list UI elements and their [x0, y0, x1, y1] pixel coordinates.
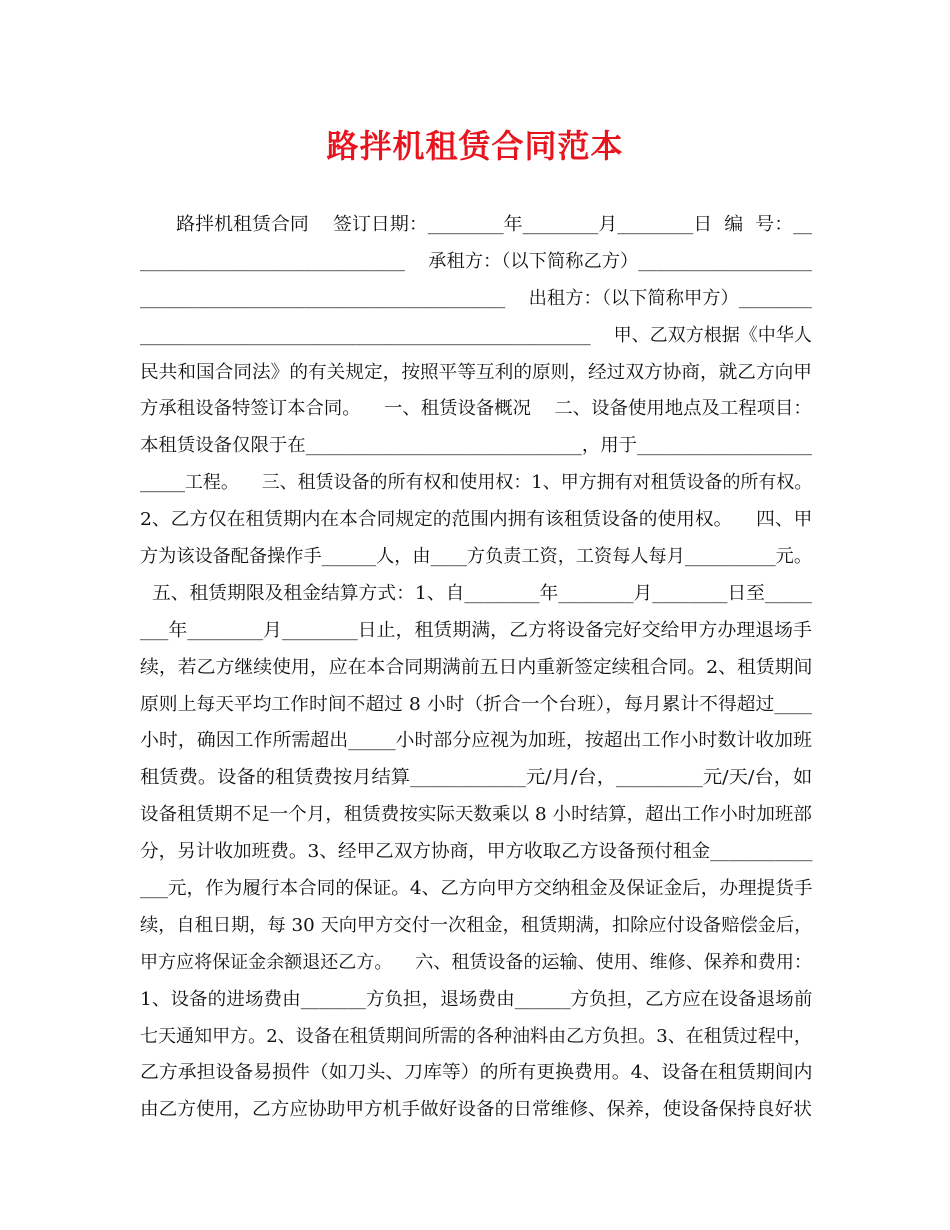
body-line: __________________________________________________ 甲、乙双方根据《中华人 — [140, 324, 812, 346]
body-line: 2、乙方仅在租赁期内在本合同规定的范围内拥有该租赁设备的使用权。 四、甲 — [140, 509, 813, 531]
body-line: _____________________________ 承租方：（以下简称乙方）___________________ — [140, 250, 812, 272]
body-line: 设备租赁期不足一个月，租赁费按实际天数乘以 8 小时结算，超出工作小时加班部 — [140, 804, 812, 826]
body-line: 方承租设备特签订本合同。 一、租赁设备概况 二、设备使用地点及工程项目： — [140, 398, 812, 420]
body-line: 续，自租日期，每 30 天向甲方交付一次租金，租赁期满，扣除应付设备赔偿金后， — [140, 914, 813, 936]
body-line: 甲方应将保证金余额退还乙方。 六、租赁设备的运输、使用、维修、保养和费用： — [140, 951, 812, 973]
body-line: 由乙方使用，乙方应协助甲方机手做好设备的日常维修、保养，使设备保持良好状 — [140, 1099, 812, 1121]
document-title: 路拌机租赁合同范本 — [326, 127, 624, 165]
body-line: 租赁费。设备的租赁费按月结算____________元/月/台，_________元/天/台，如 — [140, 767, 813, 789]
body-line: 1、设备的进场费由_______方负担，退场费由______方负担，乙方应在设备退场前 — [140, 988, 813, 1010]
body-line: 乙方承担设备易损件（如刀头、刀库等）的所有更换费用。4、设备在租赁期间内 — [140, 1062, 813, 1084]
body-line: ___年________月________日止，租赁期满，乙方将设备完好交给甲方办理退场手 — [140, 619, 812, 641]
body-line: 民共和国合同法》的有关规定，按照平等互利的原则，经过双方协商，就乙方向甲 — [140, 361, 812, 383]
body-line: ________________________________________ 出租方：（以下简称甲方）________ — [140, 287, 812, 309]
body-line: 七天通知甲方。2、设备在租赁期间所需的各种油料由乙方负担。3、在租赁过程中， — [140, 1025, 812, 1047]
body-line: 路拌机租赁合同 签订日期：________年________月________日 编 号：__ — [140, 214, 813, 235]
body-line: 小时，确因工作所需超出_____小时部分应视为加班，按超出工作小时数计收加班 — [140, 730, 812, 752]
body-line: 分，另计收加班费。3、经甲乙双方协商，甲方收取乙方设备预付租金___________ — [140, 841, 813, 863]
body-line: 原则上每天平均工作时间不超过 8 小时（折合一个台班），每月累计不得超过____ — [140, 693, 812, 715]
body-line: 续，若乙方继续使用，应在本合同期满前五日内重新签定续租合同。2、租赁期间 — [140, 656, 813, 678]
body-line: 五、租赁期限及租金结算方式：1、自________年________月________日至_____ — [140, 582, 812, 604]
body-line: ___元，作为履行本合同的保证。4、乙方向甲方交纳租金及保证金后，办理提货手 — [140, 878, 813, 900]
body-line: _____工程。 三、租赁设备的所有权和使用权：1、甲方拥有对租赁设备的所有权。 — [140, 472, 813, 494]
body-line: 方为该设备配备操作手______人，由____方负责工资，工资每人每月__________元。 — [140, 546, 812, 568]
document-body — [140, 207, 812, 1129]
body-line: 本租赁设备仅限于在______________________________，用于___________________ — [140, 435, 812, 457]
